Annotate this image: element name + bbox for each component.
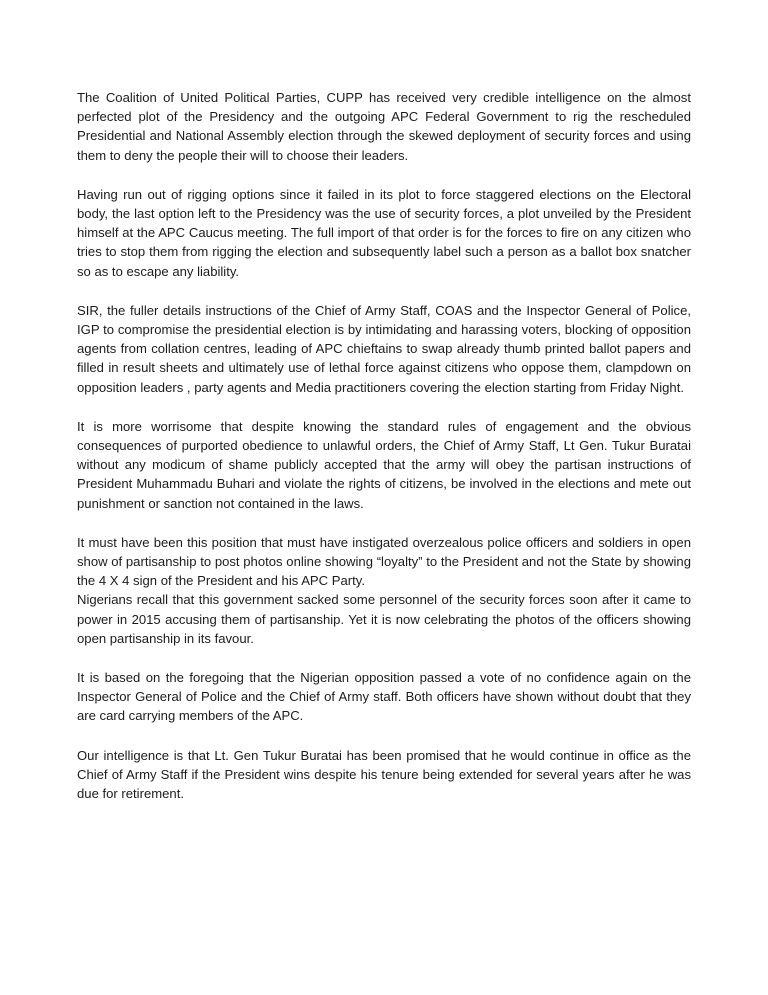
paragraph-5 <box>77 533 691 648</box>
paragraph-text: The Coalition of United Political Parties, CUPP has received very credible intelligence on the almost perfected plot of the Presidency and the outgoing APC Federal Government to rig the rescheduled Presidential and National Assembly election through the skewed deployment of security forces and using them to deny the people their will to choose their leaders. <box>77 90 691 163</box>
paragraph-text: Nigerians recall that this government sacked some personnel of the security forces soon after it came to power in 2015 accusing them of partisanship. Yet it is now celebrating the photos of the officers showing open partisanship in its favour. <box>77 592 691 646</box>
paragraph-text: It is more worrisome that despite knowing the standard rules of engagement and the obvious consequences of purported obedience to unlawful orders, the Chief of Army Staff, Lt Gen. Tukur Buratai without any modicum of shame publicly accepted that the army will obey the partisan instructions of President Muhammadu Buhari and violate the rights of citizens, be involved in the elections and mete out punishment or sanction not contained in the laws. <box>77 418 691 511</box>
paragraph-text: It must have been this position that must have instigated overzealous police officers and soldiers in open show of partisanship to post photos online showing “loyalty” to the President and not the State by showing the 4 X 4 sign of the President and his APC Party. <box>77 534 691 589</box>
paragraph-7 <box>77 746 691 804</box>
paragraph-2 <box>77 185 691 281</box>
paragraph-1 <box>77 88 691 165</box>
paragraph-4 <box>77 417 691 513</box>
paragraph-6 <box>77 668 691 726</box>
paragraph-3 <box>77 301 691 397</box>
paragraph-text: SIR, the fuller details instructions of the Chief of Army Staff, COAS and the Inspector General of Police, IGP to compromise the presidential election is by intimidating and harassing voters, blocking of opposition agents from collation centres, leading of APC chieftains to swap already thumb printed ballot papers and filled in result sheets and ultimately use of lethal force against citizens who oppose them, clampdown on opposition leaders , party agents and Media practitioners covering the election starting from Friday Night. <box>77 302 691 395</box>
paragraph-text: It is based on the foregoing that the Nigerian opposition passed a vote of no confidence again on the Inspector General of Police and the Chief of Army staff. Both officers have shown without doubt that they are card carrying members of the APC. <box>77 670 691 724</box>
paragraph-text: Having run out of rigging options since it failed in its plot to force staggered elections on the Electoral body, the last option left to the Presidency was the use of security forces, a plot unveiled by the President himself at the APC Caucus meeting. The full import of that order is for the forces to fire on any citizen who tries to stop them from rigging the election and subsequently label such a person as a ballot box snatcher so as to escape any liability. <box>77 186 691 279</box>
document-body <box>77 88 691 823</box>
paragraph-text: Our intelligence is that Lt. Gen Tukur Buratai has been promised that he would continue in office as the Chief of Army Staff if the President wins despite his tenure being extended for several years after he was due for retirement. <box>77 747 691 802</box>
